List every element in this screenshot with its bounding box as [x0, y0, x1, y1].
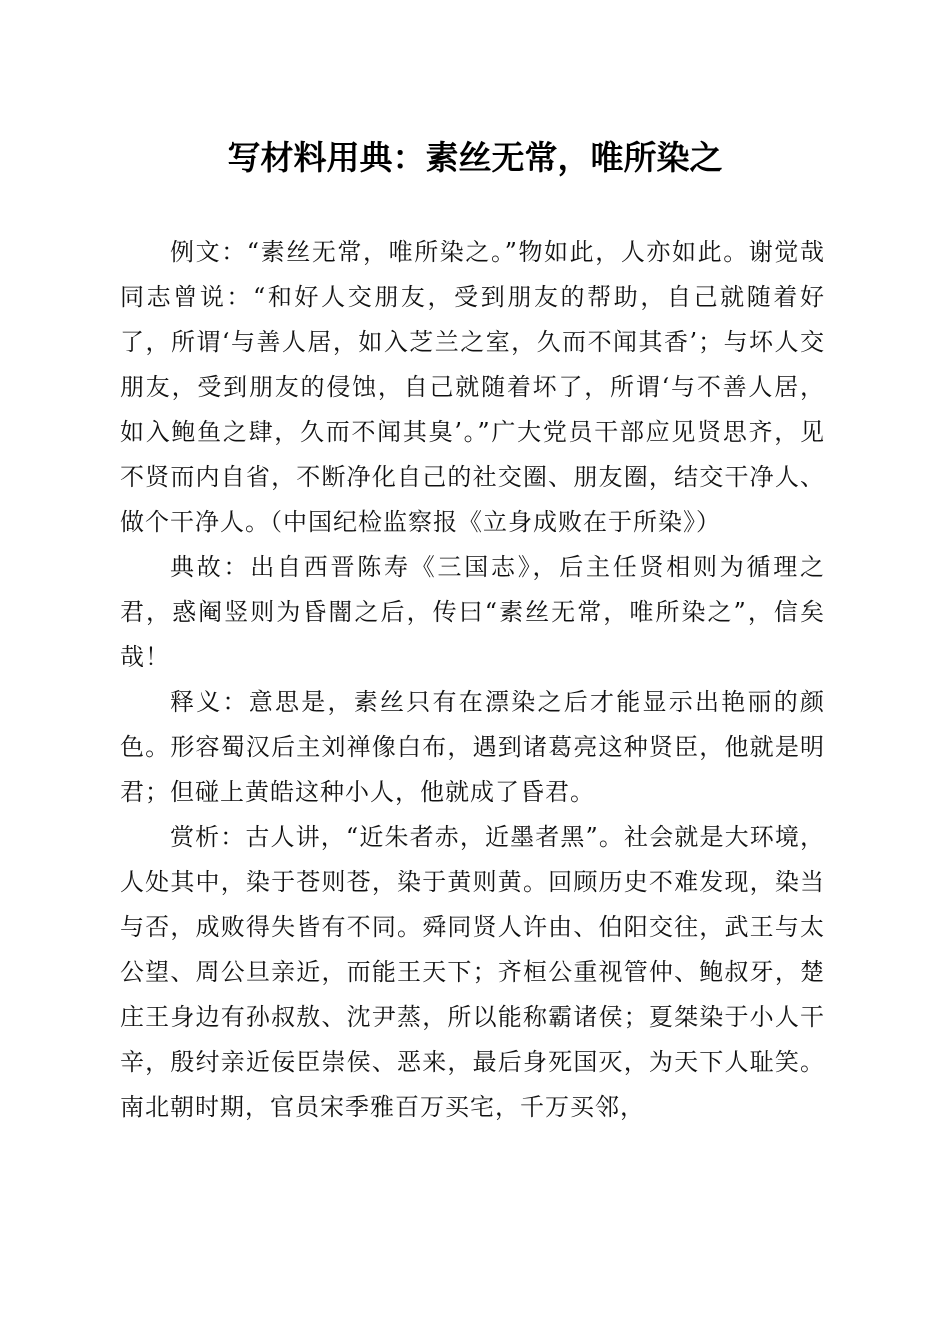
paragraph-explanation: 释义：意思是，素丝只有在漂染之后才能显示出艳丽的颜色。形容蜀汉后主刘禅像白布，遇到诸葛亮这种贤臣，他就是明君；但碰上黄皓这种小人，他就成了昏君。	[120, 688, 825, 806]
paragraph-appreciation: 赏析：古人讲，“近朱者赤，近墨者黑”。社会就是大环境，人处其中，染于苍则苍，染于黄则黄。回顾历史不难发现，染当与否，成败得失皆有不同。舜同贤人许由、伯阳交往，武王与太公望、周公旦亲近，而能王天下；齐桓公重视管仲、鲍叔牙，楚庄王身边有孙叔敖、沈尹蒸，所以能称霸诸侯；夏桀染于小人干辛，殷纣亲近佞臣崇侯、恶来，最后身死国灭，为天下人耻笑。南北朝时期，官员宋季雅百万买宅，千万买邻，	[120, 823, 825, 1121]
document-body	[120, 230, 825, 1130]
document-title: 写材料用典：素丝无常，唯所染之	[227, 138, 723, 177]
paragraph-example: 例文：“素丝无常，唯所染之。”物如此，人亦如此。谢觉哉同志曾说：“和好人交朋友，受到朋友的帮助，自己就随着好了，所谓‘与善人居，如入芝兰之室，久而不闻其香’；与坏人交朋友，受到朋友的侵蚀，自己就随着坏了，所谓‘与不善人居，如入鲍鱼之肆，久而不闻其臭’。”广大党员干部应见贤思齐，见不贤而内自省，不断净化自己的社交圈、朋友圈，结交干净人、做个干净人。（中国纪检监察报《立身成败在于所染》）	[120, 238, 825, 536]
paragraph-allusion: 典故：出自西晋陈寿《三国志》，后主任贤相则为循理之君，惑阉竖则为昏闇之后，传曰“素丝无常，唯所染之”，信矣哉！	[120, 553, 825, 671]
